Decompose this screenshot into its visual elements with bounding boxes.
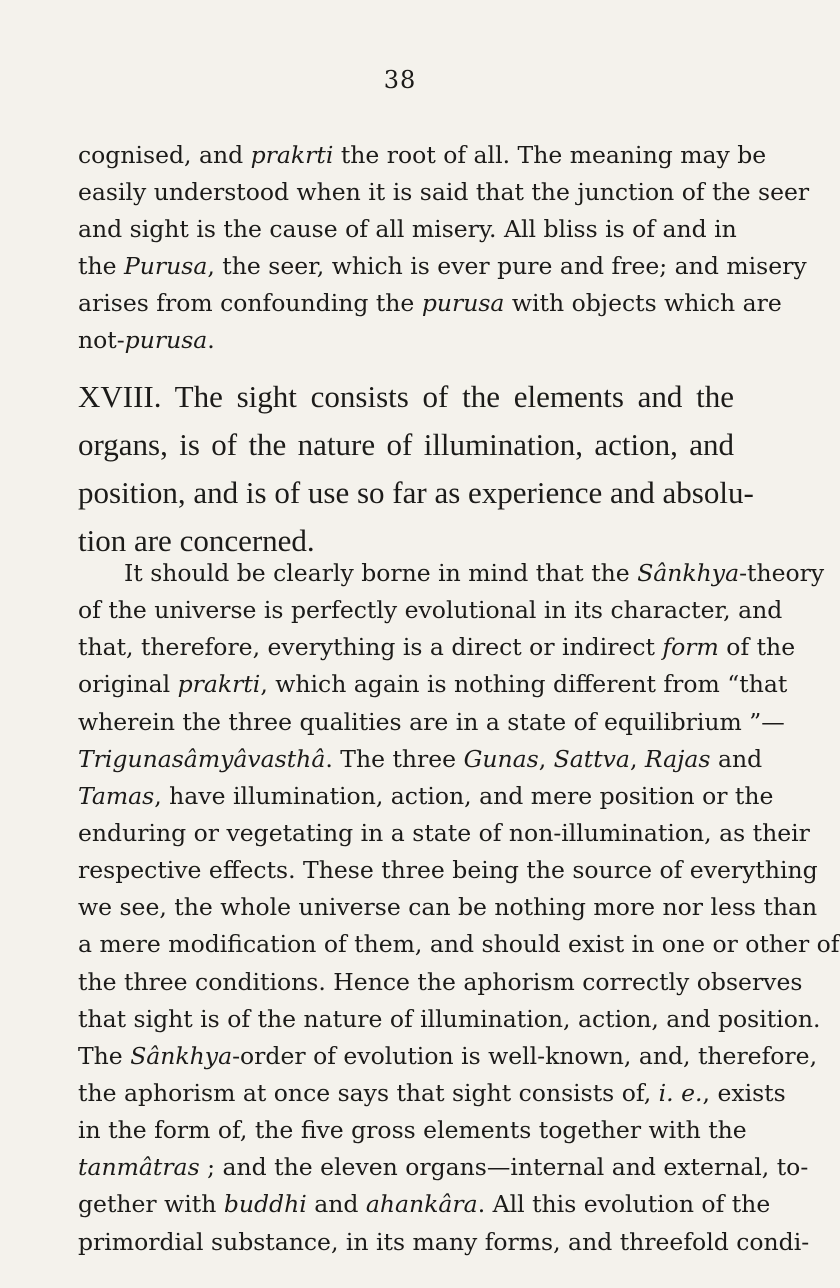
italic-term: tanmâtras bbox=[78, 1153, 200, 1182]
italic-term: ahankâra bbox=[365, 1190, 478, 1219]
italic-term: Sattva bbox=[553, 744, 630, 773]
text-run: not- bbox=[78, 326, 125, 354]
text-run: . All this evolution of the bbox=[477, 1190, 771, 1219]
heading-line bbox=[78, 469, 754, 517]
para2-line bbox=[78, 1186, 771, 1223]
para2-line bbox=[78, 555, 825, 592]
para2-line bbox=[78, 666, 788, 703]
text-run: arises from confounding the bbox=[78, 289, 422, 317]
para1-line bbox=[78, 174, 810, 211]
text-run: easily understood when it is said that the junction of the seer bbox=[78, 178, 810, 206]
paragraph-intro bbox=[78, 137, 810, 359]
text-run: enduring or vegetating in a state of non-illumination, as their bbox=[78, 818, 810, 847]
text-run: and bbox=[710, 744, 763, 773]
para1-line bbox=[78, 322, 734, 359]
italic-term: Trigunasâmyâvasthâ bbox=[78, 744, 326, 773]
text-run: position, and is of use so far as experience and absolu- bbox=[78, 475, 754, 510]
italic-term: buddhi bbox=[223, 1190, 307, 1219]
italic-term: Rajas bbox=[644, 744, 711, 773]
text-run: primordial substance, in its many forms, and threefold condi- bbox=[78, 1227, 810, 1256]
text-run: the bbox=[78, 252, 124, 280]
heading-line bbox=[78, 421, 734, 469]
para1-line bbox=[78, 285, 782, 322]
para2-line bbox=[78, 964, 803, 1001]
text-run: respective effects. These three being the source of everything bbox=[78, 856, 818, 885]
text-run: , bbox=[629, 744, 645, 773]
italic-term: purusa bbox=[421, 289, 505, 317]
text-run: -order of evolution is well-known, and, therefore, bbox=[232, 1041, 818, 1070]
para2-line bbox=[78, 741, 763, 778]
text-run: and sight is the cause of all misery. All bliss is of and in bbox=[78, 215, 737, 243]
text-run: original bbox=[78, 670, 178, 699]
text-run: we see, the whole universe can be nothing more nor less than bbox=[78, 893, 818, 922]
para2-line bbox=[78, 1001, 821, 1038]
text-run: a mere modification of them, and should exist in one or other of bbox=[78, 930, 840, 959]
text-run: the three conditions. Hence the aphorism correctly observes bbox=[78, 967, 803, 996]
text-run: ; and the eleven organs—internal and external, to- bbox=[199, 1153, 809, 1182]
aphorism-heading bbox=[78, 373, 754, 565]
para1-line bbox=[78, 137, 767, 174]
text-run: with objects which are bbox=[504, 289, 782, 317]
italic-term: Tamas bbox=[78, 781, 155, 810]
para2-line bbox=[78, 815, 810, 852]
italic-term: purusa bbox=[124, 326, 208, 354]
text-run: . bbox=[207, 326, 215, 354]
heading-line bbox=[78, 373, 734, 421]
paragraph-commentary bbox=[78, 555, 840, 1261]
text-run: that sight is of the nature of illumination, action, and position. bbox=[78, 1004, 821, 1033]
para2-line bbox=[78, 889, 818, 926]
para2-line bbox=[78, 926, 840, 963]
text-run: , the seer, which is ever pure and free; and misery bbox=[207, 252, 807, 280]
para2-line bbox=[78, 704, 785, 741]
text-run: -theory bbox=[739, 559, 825, 587]
italic-term: Sânkhya bbox=[130, 1041, 233, 1070]
para2-line bbox=[78, 852, 818, 889]
para1-line bbox=[78, 248, 807, 285]
para2-line bbox=[78, 1112, 747, 1149]
italic-term: Sânkhya bbox=[637, 559, 740, 587]
text-run: of the bbox=[718, 633, 796, 662]
para2-line bbox=[78, 778, 774, 815]
para2-line bbox=[78, 1149, 809, 1186]
text-run: that, therefore, everything is a direct or indirect bbox=[78, 633, 663, 662]
para2-line bbox=[78, 592, 783, 629]
text-run: , bbox=[538, 744, 554, 773]
text-run: the root of all. The meaning may be bbox=[333, 141, 767, 169]
text-run: in the form of, the five gross elements together with the bbox=[78, 1116, 747, 1145]
text-run: tion are concerned. bbox=[78, 523, 315, 558]
text-run: the aphorism at once says that sight consists of, bbox=[78, 1078, 659, 1107]
text-run: XVIII. The sight consists of the elements and the bbox=[78, 379, 734, 414]
para2-line bbox=[78, 1224, 810, 1261]
italic-term: prakrti bbox=[177, 670, 261, 699]
text-run: cognised, and bbox=[78, 141, 251, 169]
para2-line bbox=[78, 1038, 818, 1075]
text-run: and bbox=[306, 1190, 366, 1219]
para2-line bbox=[78, 629, 796, 666]
text-run: . The three bbox=[325, 744, 464, 773]
text-run: , exists bbox=[702, 1078, 786, 1107]
italic-term: prakrti bbox=[250, 141, 334, 169]
text-run: It should be clearly borne in mind that the bbox=[124, 559, 638, 587]
para1-line bbox=[78, 211, 737, 248]
page-number: 38 bbox=[383, 66, 417, 94]
italic-term: i. e. bbox=[658, 1078, 703, 1107]
text-run: , have illumination, action, and mere position or the bbox=[154, 781, 774, 810]
text-run: of the universe is perfectly evolutional in its character, and bbox=[78, 596, 783, 625]
italic-term: form bbox=[662, 633, 719, 662]
text-run: gether with bbox=[78, 1190, 224, 1219]
para2-line bbox=[78, 1075, 786, 1112]
text-run: wherein the three qualities are in a state of equilibrium ”— bbox=[78, 707, 785, 736]
text-run: , which again is nothing different from “that bbox=[260, 670, 788, 699]
text-run: organs, is of the nature of illumination, action, and bbox=[78, 427, 734, 462]
italic-term: Gunas bbox=[463, 744, 539, 773]
italic-term: Purusa bbox=[123, 252, 208, 280]
text-run: The bbox=[78, 1041, 131, 1070]
